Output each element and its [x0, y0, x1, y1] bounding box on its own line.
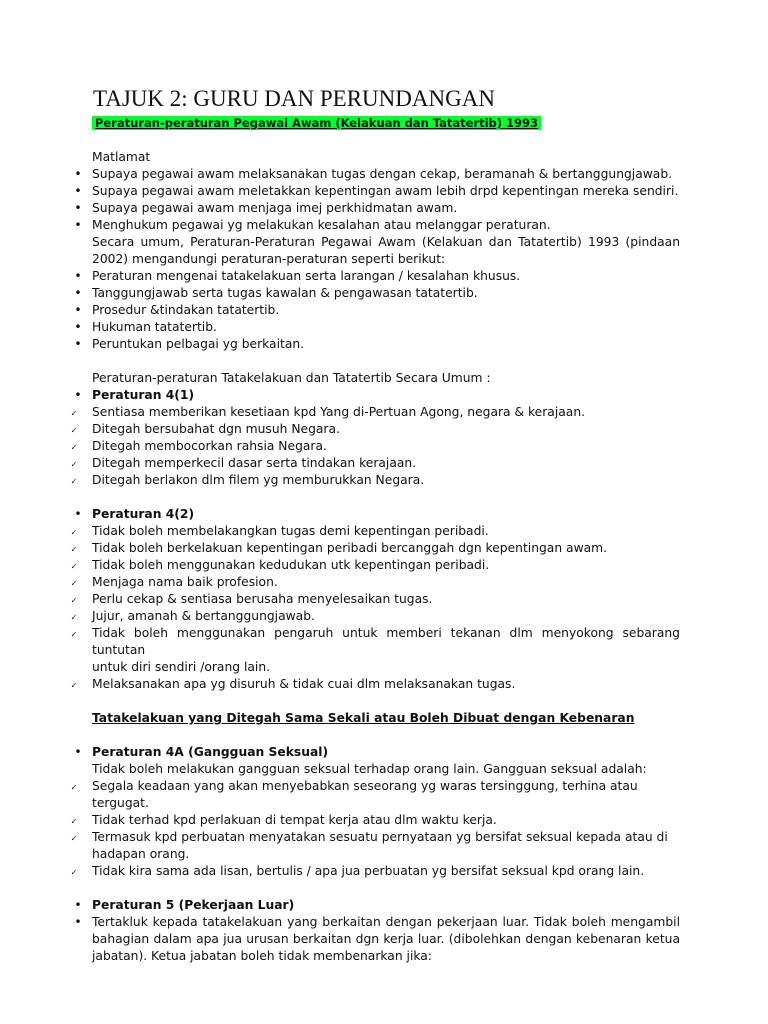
list-item: ✓ Jujur, amanah & bertanggungjawab. [68, 608, 680, 625]
list-item: • Prosedur &tindakan tatatertib. [68, 302, 680, 319]
bullet-icon: • [74, 915, 82, 929]
bullet-icon: • [74, 320, 82, 334]
list-item: • Hukuman tatatertib. [68, 319, 680, 336]
checkmark-icon: ✓ [70, 868, 78, 877]
checkmark-icon: ✓ [70, 460, 78, 469]
checkmark-icon: ✓ [70, 562, 78, 571]
section-heading: • Peraturan 5 (Pekerjaan Luar) [68, 897, 680, 914]
bullet-icon: • [74, 898, 82, 912]
checkmark-icon: ✓ [70, 477, 78, 486]
checkmark-icon: ✓ [70, 579, 78, 588]
checkmark-icon: ✓ [70, 443, 78, 452]
list-item: ✓ Tidak boleh menggunakan pengaruh untuk memberi tekanan dlm menyokong sebarang tuntutan [68, 625, 680, 659]
list-item: • Menghukum pegawai yg melakukan kesalahan atau melanggar peraturan. [68, 217, 680, 234]
list-item-continuation: hadapan orang. [92, 847, 190, 861]
bullet-icon: • [74, 745, 82, 759]
subtitle-line [68, 115, 680, 132]
bullet-icon: • [74, 184, 82, 198]
bullet-icon: • [74, 337, 82, 351]
list-item: • Supaya pegawai awam menjaga imej perkhidmatan awam. [68, 200, 680, 217]
list-item: ✓ Sentiasa memberikan kesetiaan kpd Yang di-Pertuan Agong, negara & kerajaan. [68, 404, 680, 421]
checkmark-icon: ✓ [70, 817, 78, 826]
list-item: ✓ Tidak boleh membelakangkan tugas demi kepentingan peribadi. [68, 523, 680, 540]
highlighted-subtitle: Peraturan-peraturan Pegawai Awam (Kelakuan dan Tatatertib) 1993 [92, 116, 541, 130]
list-item: ✓ Melaksanakan apa yg disuruh & tidak cuai dlm melaksanakan tugas. [68, 676, 680, 693]
list-item: ✓ Segala keadaan yang akan menyebabkan seseorang yg waras tersinggung, terhina atau tergugat. [68, 778, 680, 812]
checkmark-icon: ✓ [70, 681, 78, 690]
list-item: ✓ Ditegah bersubahat dgn musuh Negara. [68, 421, 680, 438]
bullet-icon: • [74, 201, 82, 215]
checkmark-icon: ✓ [70, 545, 78, 554]
checkmark-icon: ✓ [70, 409, 78, 418]
bullet-icon: • [74, 303, 82, 317]
list-item: • Supaya pegawai awam meletakkan kepentingan awam lebih drpd kepentingan mereka sendiri. [68, 183, 680, 200]
list-item: ✓ Tidak kira sama ada lisan, bertulis / apa jua perbuatan yg bersifat seksual kpd orang lain. [68, 863, 680, 880]
checkmark-icon: ✓ [70, 783, 78, 792]
list-item: • Tanggungjawab serta tugas kawalan & pengawasan tatatertib. [68, 285, 680, 302]
list-item-continuation: untuk diri sendiri /orang lain. [92, 660, 271, 674]
list-item: ✓ Ditegah membocorkan rahsia Negara. [68, 438, 680, 455]
list-item: ✓ Tidak terhad kpd perlakuan di tempat kerja atau dlm waktu kerja. [68, 812, 680, 829]
list-item: ✓ Ditegah memperkecil dasar serta tindakan kerajaan. [68, 455, 680, 472]
document-body [68, 115, 680, 965]
page-title: TAJUK 2: GURU DAN PERUNDANGAN [93, 86, 495, 111]
list-item: ✓ Tidak boleh berkelakuan kepentingan peribadi bercanggah dgn kepentingan awam. [68, 540, 680, 557]
list-item: • Peruntukan pelbagai yg berkaitan. [68, 336, 680, 353]
checkmark-icon: ✓ [70, 834, 78, 843]
section-heading: • Peraturan 4(1) [68, 387, 680, 404]
section-heading: • Peraturan 4A (Gangguan Seksual) [68, 744, 680, 761]
checkmark-icon: ✓ [70, 613, 78, 622]
intro-paragraph: Secara umum, Peraturan-Peraturan Pegawai Awam (Kelakuan dan Tatatertib) 1993 (pindaan 2002) mengandungi peraturan-peraturan seperti berikut: [92, 235, 680, 266]
matlamat-label: Matlamat [92, 150, 151, 164]
list-item: ✓ Perlu cekap & sentiasa berusaha menyelesaikan tugas. [68, 591, 680, 608]
list-item: • Peraturan mengenai tatakelakuan serta larangan / kesalahan khusus. [68, 268, 680, 285]
section2-heading: Tatakelakuan yang Ditegah Sama Sekali atau Boleh Dibuat dengan Kebenaran [92, 711, 635, 725]
list-item: ✓ Termasuk kpd perbuatan menyatakan sesuatu pernyataan yg bersifat seksual kepada atau di [68, 829, 680, 846]
general-heading: Peraturan-peraturan Tatakelakuan dan Tatatertib Secara Umum : [92, 371, 491, 385]
list-item: ✓ Ditegah berlakon dlm filem yg memburukkan Negara. [68, 472, 680, 489]
bullet-icon: • [74, 507, 82, 521]
list-item: ✓ Menjaga nama baik profesion. [68, 574, 680, 591]
checkmark-icon: ✓ [70, 426, 78, 435]
checkmark-icon: ✓ [70, 528, 78, 537]
checkmark-icon: ✓ [70, 596, 78, 605]
bullet-icon: • [74, 269, 82, 283]
checkmark-icon: ✓ [70, 630, 78, 639]
list-item: ✓ Tidak boleh menggunakan kedudukan utk kepentingan peribadi. [68, 557, 680, 574]
bullet-icon: • [74, 167, 82, 181]
bullet-icon: • [74, 388, 82, 402]
list-item: • Tertakluk kepada tatakelakuan yang berkaitan dengan pekerjaan luar. Tidak boleh mengambil bahagian dalam apa jua urusan berkaitan dgn kerja luar. (dibolehkan dengan kebenaran ketua jabatan). Ketua jabatan boleh tidak membenarkan jika: [68, 914, 680, 965]
bullet-icon: • [74, 286, 82, 300]
description: Tidak boleh melakukan gangguan seksual terhadap orang lain. Gangguan seksual adalah: [92, 762, 647, 776]
list-item: • Supaya pegawai awam melaksanakan tugas dengan cekap, beramanah & bertanggungjawab. [68, 166, 680, 183]
bullet-icon: • [74, 218, 82, 232]
section-heading: • Peraturan 4(2) [68, 506, 680, 523]
